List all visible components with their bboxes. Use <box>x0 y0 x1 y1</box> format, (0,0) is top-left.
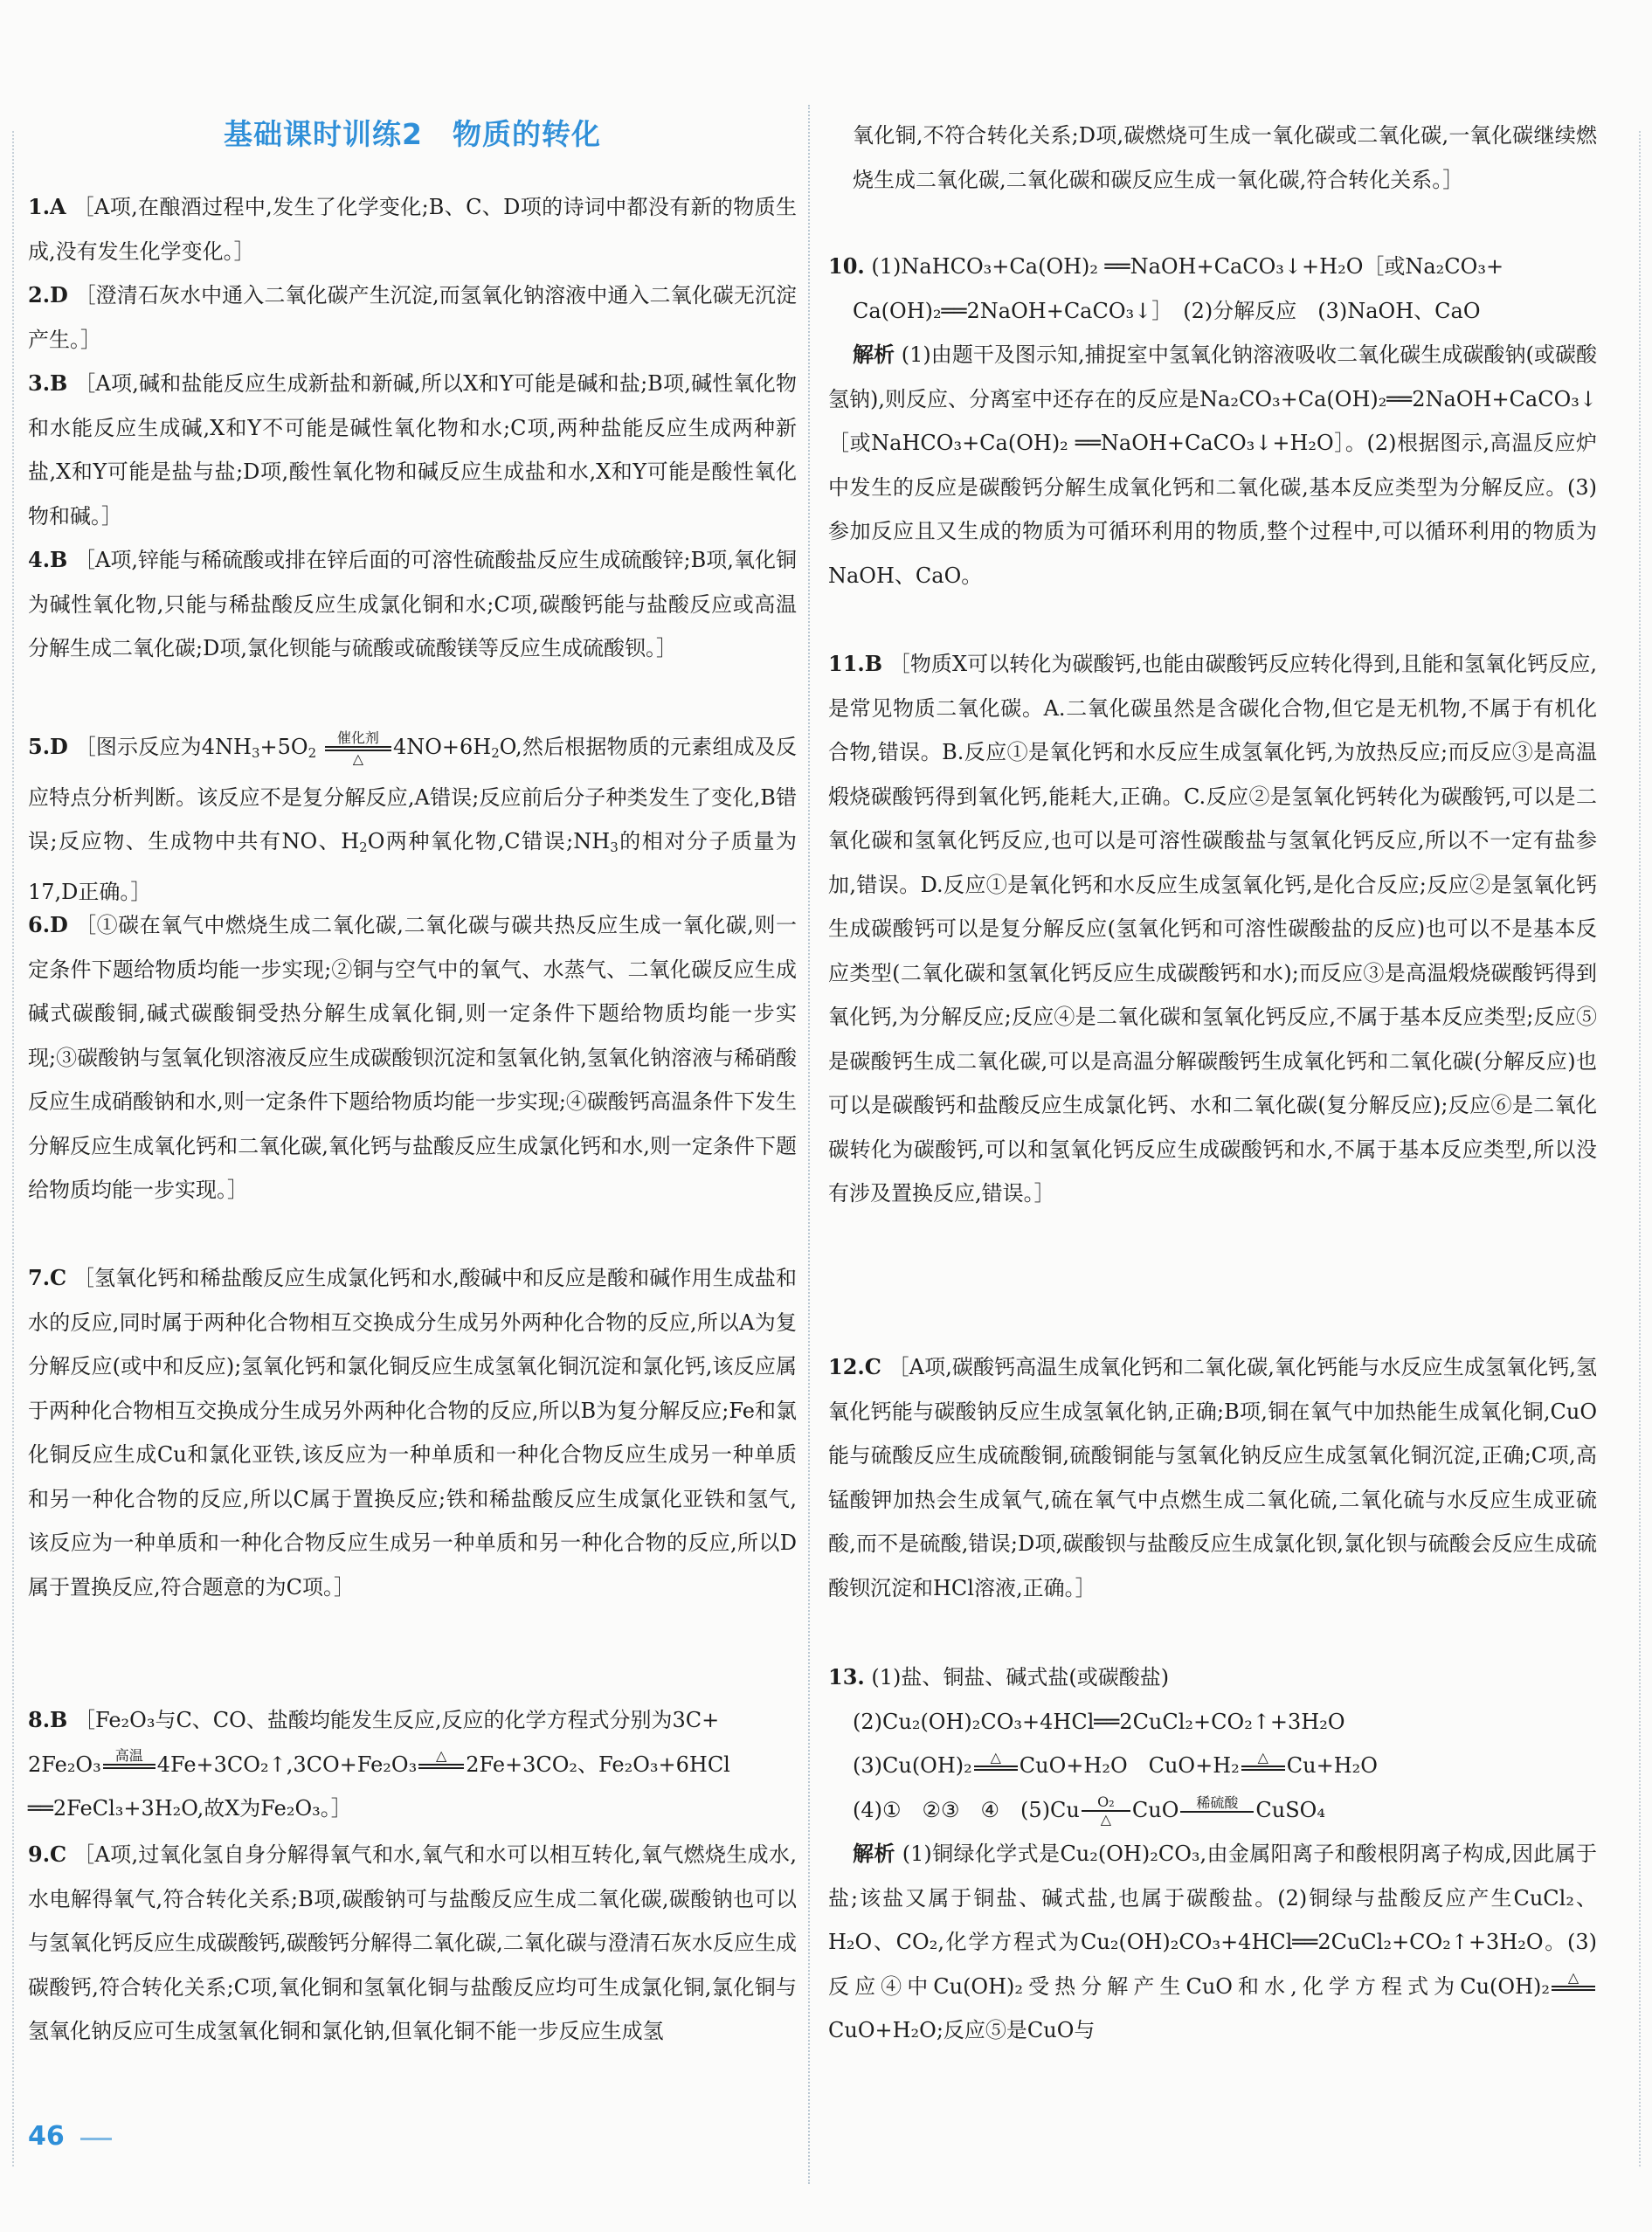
answer-text: 氧化铜,不符合转化关系;D项,碳燃烧可生成一氧化碳或二氧化碳,一氧化碳继续燃烧生成二氧化碳,二氧化碳和碳反应生成一氧化碳,符合转化关系。］ <box>853 123 1597 192</box>
answer-7 <box>28 1256 797 1609</box>
answer-text: (1)盐、铜盐、碱式盐(或碳酸盐) <box>871 1665 1170 1690</box>
condition-top: △ <box>1567 1969 1579 1986</box>
right-edge-line <box>1639 131 1641 2166</box>
answer-text: ［图示反应为4NH <box>74 735 252 759</box>
answer-number: 3.B <box>28 370 68 396</box>
answer-number: 6.D <box>28 912 68 937</box>
answer-number: 4.B <box>28 547 68 572</box>
answer-number: 11.B <box>828 651 883 676</box>
answer-text: (1)NaHCO₃+Ca(OH)₂ ══NaOH+CaCO₃↓+H₂O［或Na₂CO₃+ <box>871 254 1504 279</box>
condition-top: △ <box>1257 1748 1268 1766</box>
answer-text: 的相对分子质量为17,D正确。］ <box>28 829 797 904</box>
answer-number: 5.D <box>28 734 68 759</box>
answer-9-continued <box>828 114 1597 202</box>
answer-text: ［①碳在氧气中燃烧生成二氧化碳,二氧化碳与碳共热反应生成一氧化碳,则一定条件下题给物质均能一步实现;②铜与空气中的氧气、水蒸气、二氧化碳反应生成碱式碳酸铜,碱式碳酸铜受热分解生成氧化铜,则一定条件下题给物质均能一步实现;③碳酸钠与氢氧化钡溶液反应生成碳酸钡沉淀和氢氧化钠,氢氧化钠溶液与稀硝酸反应生成硝酸钠和水,则一定条件下题给物质均能一步实现;④碳酸钙高温条件下发生分解反应生成氧化钙和二氧化碳,氧化钙与盐酸反应生成氯化钙和水,则一定条件下题给物质均能一步实现。］ <box>28 913 797 1202</box>
answer-12 <box>828 1345 1597 1610</box>
answer-text: CuO+H₂O CuO+H₂ <box>1019 1753 1240 1778</box>
answer-text: Cu+H₂O <box>1286 1753 1378 1778</box>
analysis-label: 解析 <box>853 342 895 367</box>
answer-number: 10. <box>828 253 865 279</box>
condition-bottom: △ <box>352 750 364 767</box>
reaction-condition-arrow <box>325 731 391 766</box>
answer-13 <box>828 1655 1597 2053</box>
answer-text: ［A项,在酿酒过程中,发生了化学变化;B、C、D项的诗词中都没有新的物质生成,没有发生化学变化。］ <box>28 195 797 264</box>
condition-top: △ <box>990 1748 1001 1766</box>
analysis-text: CuO+H₂O;反应⑤是CuO与 <box>828 2018 1096 2042</box>
analysis-text: (1)铜绿化学式是Cu₂(OH)₂CO₃,由金属阳离子和酸根阴离子构成,因此属于盐;该盐又属于铜盐、碱式盐,也属于碳酸盐。(2)铜绿与盐酸反应产生CuCl₂、H₂O、CO₂,化学方程式为Cu₂(OH)₂CO₃+4HCl══2CuCl₂+CO₂↑+3H₂O。(3)反应④中Cu(OH)₂受热分解产生CuO和水,化学方程式为Cu(OH)₂ <box>828 1842 1597 1999</box>
answer-2 <box>28 273 797 362</box>
answer-number: 2.D <box>28 282 68 308</box>
condition-top: 稀硫酸 <box>1196 1794 1239 1811</box>
answer-text: ［A项,碱和盐能反应生成新盐和新碱,所以X和Y可能是碱和盐;B项,碱性氧化物和水能反应生成碱,X和Y不可能是碱性氧化物和水;C项,两种盐能反应生成两种新盐,X和Y可能是盐与盐;D项,酸性氧化物和碱反应生成盐和水,X和Y可能是酸性氧化物和碱。］ <box>28 371 797 529</box>
answer-text: 4Fe+3CO₂↑,3CO+Fe₂O₃ <box>156 1752 418 1777</box>
answer-1 <box>28 185 797 273</box>
answer-text: ［物质X可以转化为碳酸钙,也能由碳酸钙反应转化得到,且能和氢氧化钙反应,是常见物质二氧化碳。A.二氧化碳虽然是含碳化合物,但它是无机物,不属于有机化合物,错误。B.反应①是氧化钙和水反应生成氢氧化钙,为放热反应;而反应③是高温煅烧碳酸钙得到氧化钙,能耗大,正确。C.反应②是氢氧化钙转化为碳酸钙,可以是二氧化碳和氢氧化钙反应,也可以是可溶性碳酸盐与氢氧化钙反应,所以不一定有盐参加,错误。D.反应①是氧化钙和水反应生成氢氧化钙,是化合反应;反应②是氢氧化钙生成碳酸钙可以是复分解反应(氢氧化钙和可溶性碳酸盐的反应)也可以不是基本反应类型(二氧化碳和氢氧化钙反应生成碳酸钙和水);而反应③是高温煅烧碳酸钙得到氧化钙,为分解反应;反应④是二氧化碳和氢氧化钙反应,不属于基本反应类型;反应⑤是碳酸钙生成二氧化碳,可以是高温分解碳酸钙生成氧化钙和二氧化碳(分解反应)也可以是碳酸钙和盐酸反应生成氯化钙、水和二氧化碳(复分解反应);反应⑥是二氧化碳转化为碳酸钙,可以和氢氧化钙反应生成碳酸钙和水,不属于基本反应类型,所以没有涉及置换反应,错误。］ <box>828 652 1597 1206</box>
answer-text: (2)Cu₂(OH)₂CO₃+4HCl══2CuCl₂+CO₂↑+3H₂O <box>853 1709 1345 1734</box>
answer-number: 12.C <box>828 1354 881 1379</box>
condition-top: △ <box>436 1747 447 1764</box>
answer-text: ══2FeCl₃+3H₂O,故X为Fe₂O₃。］ <box>28 1796 352 1821</box>
answer-text: O,然后根据物质的元素组成及反应特点分析判断。该反应不是复分解反应,A错误;反应前后分子种类发生了变化,B错误;反应物、生成物中共有NO、H <box>28 735 797 853</box>
answer-text: CuSO₄ <box>1255 1797 1325 1822</box>
answer-number: 8.B <box>28 1707 68 1732</box>
page-title: 基础课时训练2 物质的转化 <box>224 117 601 151</box>
answer-text: Ca(OH)₂══2NaOH+CaCO₃↓］ (2)分解反应 (3)NaOH、CaO <box>853 298 1481 323</box>
page-number: 46 <box>28 2121 65 2152</box>
answer-text: (3)Cu(OH)₂ <box>853 1753 972 1778</box>
reaction-condition-arrow <box>418 1749 464 1782</box>
answer-3 <box>28 362 797 538</box>
condition-top: O₂ <box>1097 1793 1115 1810</box>
condition-top: 高温 <box>114 1747 143 1764</box>
reaction-condition-arrow <box>103 1749 156 1782</box>
reaction-condition-arrow <box>1241 1748 1285 1784</box>
answer-text: CuO <box>1131 1797 1179 1822</box>
reaction-condition-arrow <box>974 1748 1018 1784</box>
answer-6 <box>28 903 797 1213</box>
analysis-label: 解析 <box>853 1841 895 1866</box>
reaction-condition-arrow <box>1552 1971 1595 2004</box>
column-divider <box>808 105 810 2184</box>
answer-8 <box>28 1698 797 1831</box>
answer-text: ［A项,过氧化氢自身分解得氧气和水,氧气和水可以相互转化,氧气燃烧生成水,水电解得氧气,符合转化关系;B项,碳酸钠可与盐酸反应生成二氧化碳,碳酸钠也可以与氢氧化钙反应生成碳酸钙,碳酸钙分解得二氧化碳,二氧化碳与澄清石灰水反应生成碳酸钙,符合转化关系;C项,氧化铜和氢氧化铜与盐酸反应均可生成氯化铜,氯化铜与氢氧化钠反应可生成氢氧化铜和氯化钠,但氧化铜不能一步反应生成氢 <box>28 1842 797 2043</box>
condition-top: 催化剂 <box>336 729 379 746</box>
answer-11 <box>828 642 1597 1216</box>
answer-text: ［氢氧化钙和稀盐酸反应生成氯化钙和水,酸碱中和反应是酸和碱作用生成盐和水的反应,同时属于两种化合物相互交换成分生成另外两种化合物的反应,所以A为复分解反应(或中和反应);氢氧化钙和氯化铜反应生成氢氧化铜沉淀和氯化钙,该反应属于两种化合物相互交换成分生成另外两种化合物的反应,所以B为复分解反应;Fe和氯化铜反应生成Cu和氯化亚铁,该反应为一种单质和一种化合物反应生成另一种单质和另一种化合物的反应,所以C属于置换反应;铁和稀盐酸反应生成氯化亚铁和氢气,该反应为一种单质和一种化合物反应生成另一种单质和另一种化合物的反应,所以D属于置换反应,符合题意的为C项。］ <box>28 1266 797 1600</box>
answer-text: ［澄清石灰水中通入二氧化碳产生沉淀,而氢氧化钠溶液中通入二氧化碳无沉淀产生。］ <box>28 283 797 352</box>
answer-number: 9.C <box>28 1842 67 1867</box>
answer-text: 4NO+6H <box>392 735 492 759</box>
condition-bottom: △ <box>1100 1811 1112 1828</box>
answer-text: 2Fe+3CO₂、Fe₂O₃+6HCl <box>466 1752 730 1777</box>
answer-text: +5O <box>259 735 308 759</box>
answer-4 <box>28 538 797 671</box>
reaction-arrow <box>1082 1795 1130 1827</box>
answer-number: 13. <box>828 1664 865 1690</box>
answer-10 <box>828 245 1597 598</box>
answer-text: O两种氧化物,C错误;NH <box>367 829 611 853</box>
answer-5: 5.D ［图示反应为$4NH_3+5O_2$ 催化剂 △ $4NO+6H_2O$,然后根据物质的元素组成及反应特点分析判断。该反应不是复分解反应,A错误;反应前后分子种类发生了变化,B错误;反应物、生成物中共有NO、$H_2O$两种氧化物,C错误$;NH_3$的相对分子质量为17,D正确。］ <box>28 729 797 904</box>
answer-text: (4)① ②③ ④ (5)Cu <box>853 1797 1080 1822</box>
reaction-arrow <box>1180 1796 1254 1826</box>
left-edge-line <box>12 131 14 2166</box>
answer-9 <box>28 1833 797 2054</box>
answer-number: 1.A <box>28 194 66 219</box>
answer-text: ［A项,碳酸钙高温生成氧化钙和二氧化碳,氧化钙能与水反应生成氢氧化钙,氢氧化钙能与碳酸钠反应生成氢氧化钠,正确;B项,铜在氧气中加热能生成氧化铜,CuO能与硫酸反应生成硫酸铜,硫酸铜能与氢氧化钠反应生成氢氧化铜沉淀,正确;C项,高锰酸钾加热会生成氧气,硫在氧气中点燃生成二氧化硫,二氧化硫与水反应生成亚硫酸,而不是硫酸,错误;D项,碳酸钡与盐酸反应生成氯化钡,氯化钡与硫酸会反应生成硫酸钡沉淀和HCl溶液,正确。］ <box>828 1355 1598 1600</box>
answer-number: 7.C <box>28 1265 67 1290</box>
answer-text: ［A项,锌能与稀硫酸或排在锌后面的可溶性硫酸盐反应生成硫酸锌;B项,氧化铜为碱性氧化物,只能与稀盐酸反应生成氯化铜和水;C项,碳酸钙能与盐酸反应或高温分解生成二氧化碳;D项,氯化钡能与硫酸或硫酸镁等反应生成硫酸钡。］ <box>28 548 797 660</box>
analysis-text: (1)由题干及图示知,捕捉室中氢氧化钠溶液吸收二氧化碳生成碳酸钠(或碳酸氢钠),则反应、分离室中还存在的反应是Na₂CO₃+Ca(OH)₂══2NaOH+CaCO₃↓［或NaHCO₃+Ca(OH)₂ ══NaOH+CaCO₃↓+H₂O］。(2)根据图示,高温反应炉中发生的反应是碳酸钙分解生成氧化钙和二氧化碳,基本反应类型为分解反应。(3)参加反应且又生成的物质为可循环利用的物质,整个过程中,可以循环利用的物质为NaOH、CaO。 <box>828 342 1597 588</box>
answer-text: 2Fe₂O₃ <box>28 1752 101 1777</box>
page-number-dash <box>80 2138 112 2140</box>
answer-text: ［Fe₂O₃与C、CO、盐酸均能发生反应,反应的化学方程式分别为3C+ <box>73 1708 720 1732</box>
